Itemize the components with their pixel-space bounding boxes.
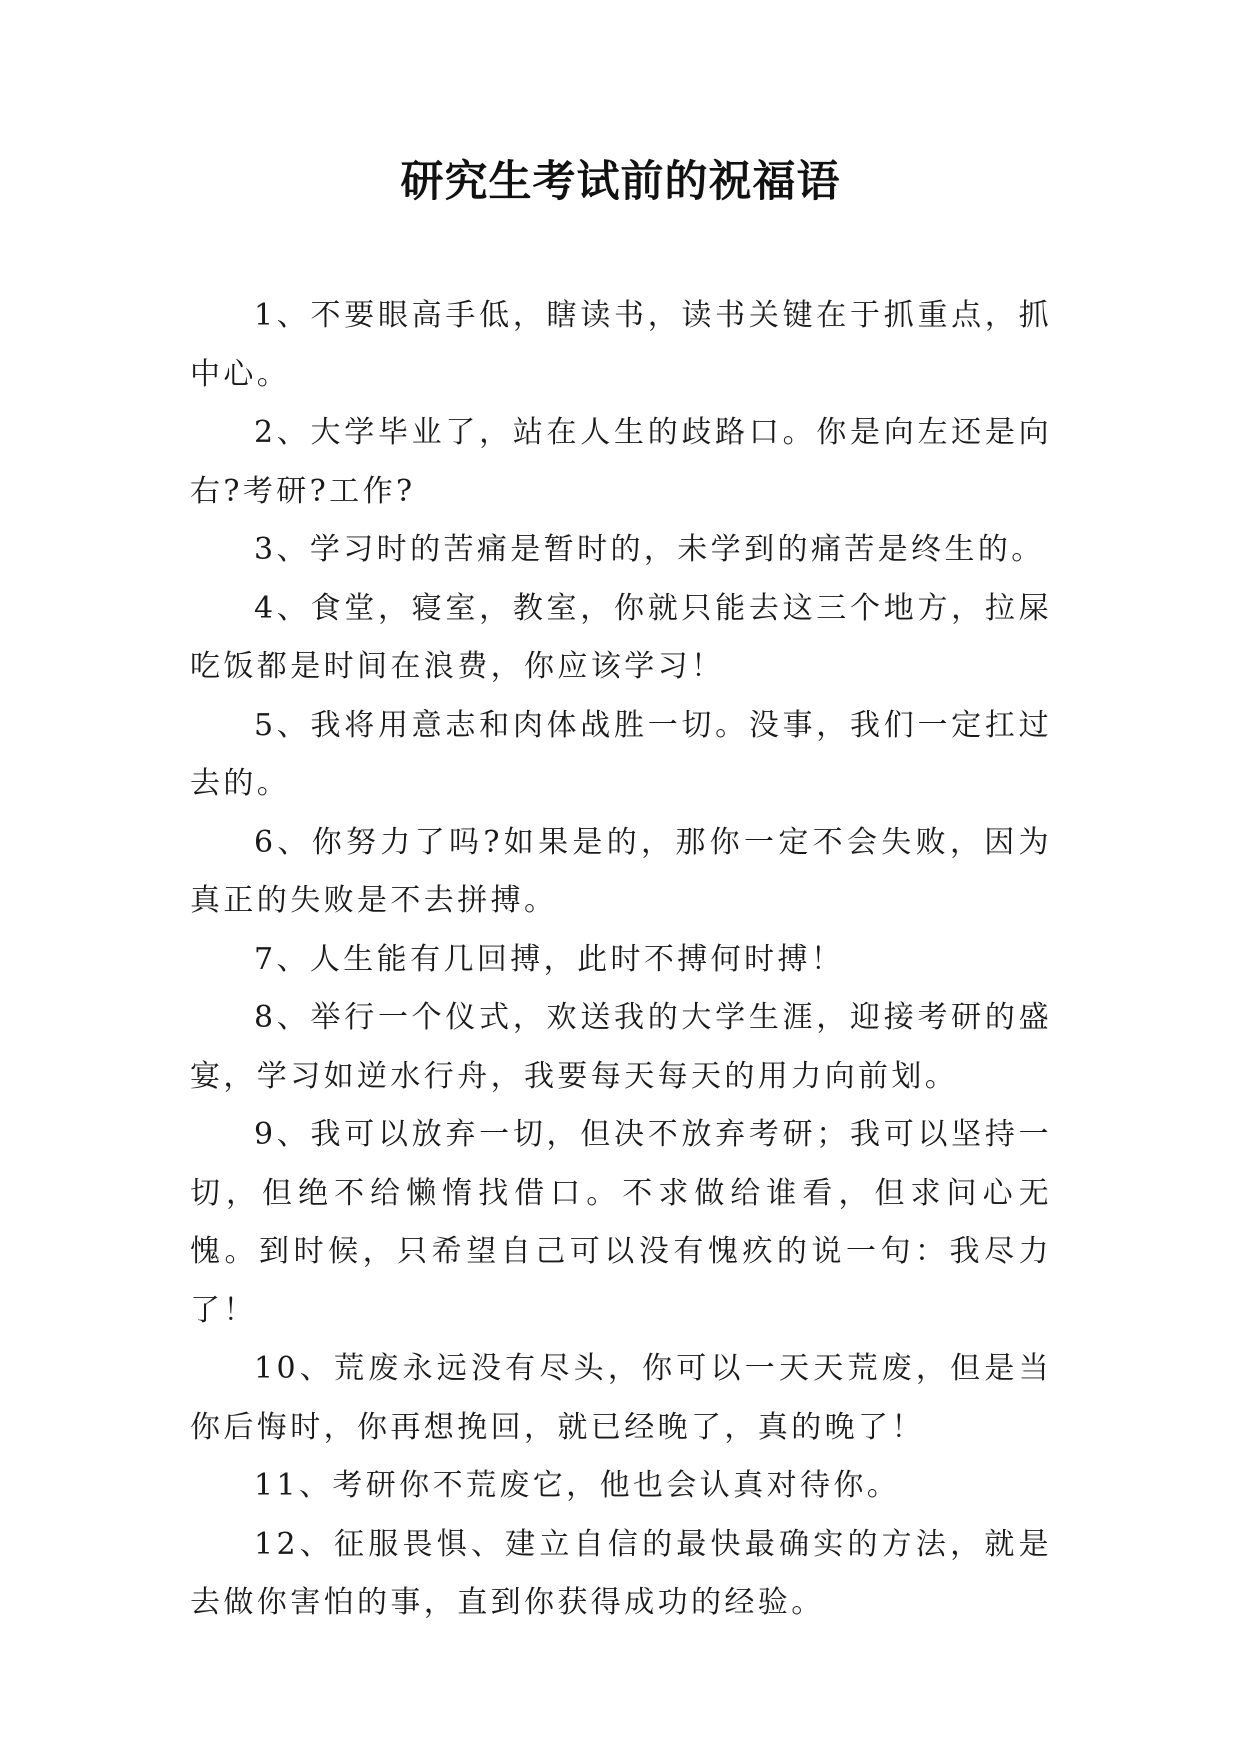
paragraph-12: 12、征服畏惧、建立自信的最快最确实的方法，就是去做你害怕的事，直到你获得成功的经验。: [190, 1526, 1052, 1620]
paragraph-10: 10、荒废永远没有尽头，你可以一天天荒废，但是当你后悔时，你再想挽回，就已经晚了，真的晚了！: [190, 1351, 1052, 1445]
paragraph-8: 8、举行一个仪式，欢送我的大学生涯，迎接考研的盛宴，学习如逆水行舟，我要每天每天的用力向前划。: [190, 1000, 1052, 1094]
document-body: [190, 287, 1052, 1633]
paragraph-6: 6、你努力了吗?如果是的，那你一定不会失败，因为真正的失败是不去拼搏。: [190, 824, 1052, 918]
paragraph-4: 4、食堂，寝室，教室，你就只能去这三个地方，拉屎吃饭都是时间在浪费，你应该学习！: [190, 590, 1052, 684]
paragraph-11: 11、考研你不荒废它，他也会认真对待你。: [254, 1468, 901, 1503]
paragraph-7: 7、人生能有几回搏，此时不搏何时搏！: [254, 941, 845, 977]
document-title: 研究生考试前的祝福语: [400, 157, 841, 207]
paragraph-1: 1、不要眼高手低，瞎读书，读书关键在于抓重点，抓中心。: [190, 298, 1052, 392]
paragraph-9: 9、我可以放弃一切，但决不放弃考研；我可以坚持一切，但绝不给懒惰找借口。不求做给谁看，但求问心无愧。到时候，只希望自己可以没有愧疚的说一句：我尽力了！: [190, 1117, 1052, 1328]
paragraph-2: 2、大学毕业了，站在人生的歧路口。你是向左还是向右?考研?工作?: [190, 415, 1052, 509]
paragraph-3: 3、学习时的苦痛是暂时的，未学到的痛苦是终生的。: [254, 532, 1045, 567]
paragraph-5: 5、我将用意志和肉体战胜一切。没事，我们一定扛过去的。: [190, 707, 1052, 801]
